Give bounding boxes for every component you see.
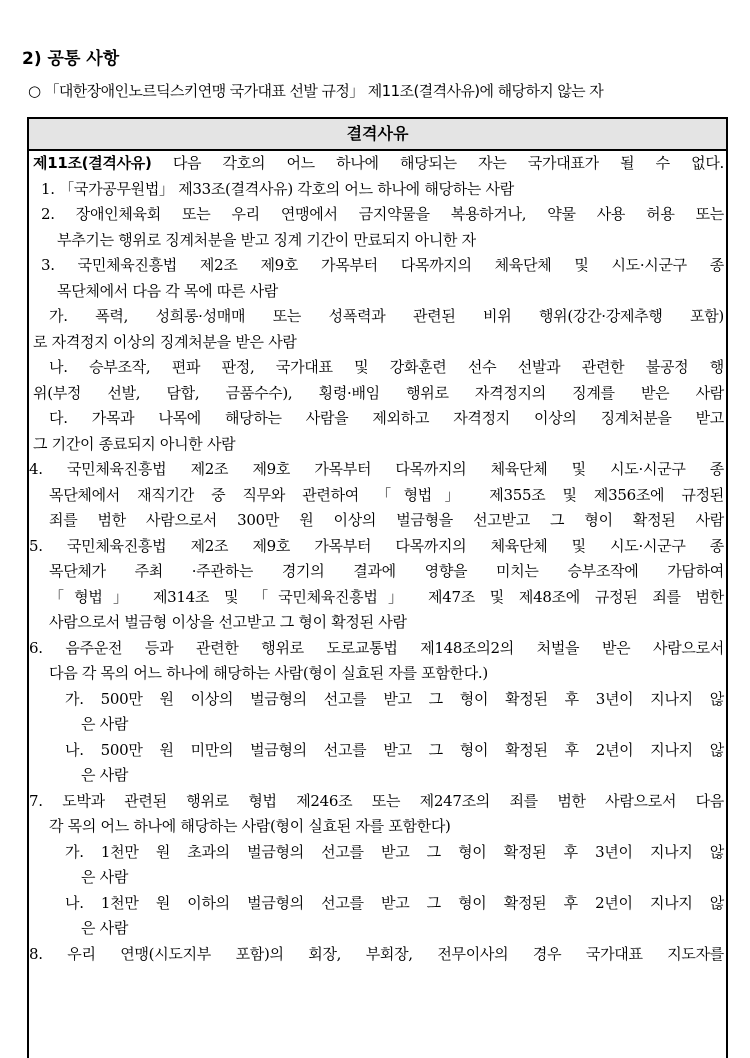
clause-line: 죄를 범한 사람으로서 300만 원 이상의 벌금형을 선고받고 그 형이 확정된 사람 xyxy=(49,511,724,529)
subclause-line: 은 사람 xyxy=(81,766,129,784)
disqualification-table xyxy=(27,117,728,1058)
clause-line: 1. 「국가공무원법」 제33조(결격사유) 각호의 어느 하나에 해당하는 사람 xyxy=(41,179,514,198)
intro-text: 「대한장애인노르딕스키연맹 국가대표 선발 규정」 제11조(결격사유)에 해당하지 않는 자 xyxy=(44,82,604,100)
subclause-line: 위(부정 선발, 담합, 금품수수), 횡령·배임 행위로 자격정지의 징계를 받은 사람 xyxy=(33,383,724,402)
clause-line: 6. 음주운전 등과 관련한 행위로 도로교통법 제148조의2의 처벌을 받은 사람으로서 xyxy=(29,638,724,657)
intro-line xyxy=(28,80,603,101)
clause-line: 사람으로서 벌금형 이상을 선고받고 그 형이 확정된 사람 xyxy=(49,613,407,631)
subclause-line: 가. 폭력, 성희롱·성매매 또는 성폭력과 관련된 비위 행위(강간·강제추행 포함) xyxy=(49,307,724,325)
subclause-line: 가. 500만 원 이상의 벌금형의 선고를 받고 그 형이 확정된 후 3년이 지나지 않 xyxy=(65,689,724,708)
clause-line: 목단체가 주최 ·주관하는 경기의 결과에 영향을 미치는 승부조작에 가담하여 xyxy=(49,562,724,580)
clause-line: 「형법」 제314조 및 「국민체육진흥법」 제47조 및 제48조에 규정된 죄를 범한 xyxy=(49,587,724,606)
clause-line: 목단체에서 재직기간 중 직무와 관련하여 「형법」 제355조 및 제356조에 규정된 xyxy=(49,485,724,504)
subclause-line: 나. 1천만 원 이하의 벌금형의 선고를 받고 그 형이 확정된 후 2년이 지나지 않 xyxy=(65,893,724,912)
clause-line: 2. 장애인체육회 또는 우리 연맹에서 금지약물을 복용하거나, 약물 사용 허용 또는 xyxy=(41,205,724,223)
subclause-line: 은 사람 xyxy=(81,919,129,937)
bullet-circle: ○ xyxy=(28,82,41,100)
subclause-line: 은 사람 xyxy=(81,715,129,733)
clause-line: 7. 도박과 관련된 행위로 형법 제246조 또는 제247조의 죄를 범한 사람으로서 다음 xyxy=(29,791,724,810)
clause-line: 3. 국민체육진흥법 제2조 제9호 가목부터 다목까지의 체육단체 및 시도·시군구 종 xyxy=(41,256,724,274)
clause-line: 부추기는 행위로 징계처분을 받고 징계 기간이 만료되지 아니한 자 xyxy=(57,230,476,249)
clause-line: 목단체에서 다음 각 목에 따른 사람 xyxy=(57,281,279,300)
subclause-line: 로 자격정지 이상의 징계처분을 받은 사람 xyxy=(33,332,297,351)
clause-line: 5. 국민체육진흥법 제2조 제9호 가목부터 다목까지의 체육단체 및 시도·시군구 종 xyxy=(29,536,724,555)
subclause-line: 나. 500만 원 미만의 벌금형의 선고를 받고 그 형이 확정된 후 2년이 지나지 않 xyxy=(65,740,724,759)
article-heading xyxy=(29,151,726,177)
clause-line: 4. 국민체육진흥법 제2조 제9호 가목부터 다목까지의 체육단체 및 시도·시군구 종 xyxy=(29,460,724,478)
table-header: 결격사유 xyxy=(29,119,726,151)
article-text: 다음 각호의 어느 하나에 해당되는 자는 국가대표가 될 수 없다. xyxy=(151,154,724,172)
subclause-line: 그 기간이 종료되지 아니한 사람 xyxy=(33,434,236,453)
subclause-line: 가. 1천만 원 초과의 벌금형의 선고를 받고 그 형이 확정된 후 3년이 지나지 않 xyxy=(65,842,724,861)
clause-line: 8. 우리 연맹(시도지부 포함)의 회장, 부회장, 전무이사의 경우 국가대표 지도자를 xyxy=(29,944,724,963)
subclause-line: 다. 가목과 나목에 해당하는 사람을 제외하고 자격정지 이상의 징계처분을 받고 xyxy=(49,409,724,427)
section-title: 2) 공통 사항 xyxy=(22,49,120,69)
article-label: 제11조(결격사유) xyxy=(33,154,152,172)
subclause-line: 은 사람 xyxy=(81,868,129,886)
table-body xyxy=(29,151,726,967)
subclause-line: 나. 승부조작, 편파 판정, 국가대표 및 강화훈련 선수 선발과 관련한 불공정 행 xyxy=(49,358,724,376)
clause-line: 다음 각 목의 어느 하나에 해당하는 사람(형이 실효된 자를 포함한다.) xyxy=(49,664,488,682)
clause-line: 각 목의 어느 하나에 해당하는 사람(형이 실효된 자를 포함한다) xyxy=(49,817,451,835)
